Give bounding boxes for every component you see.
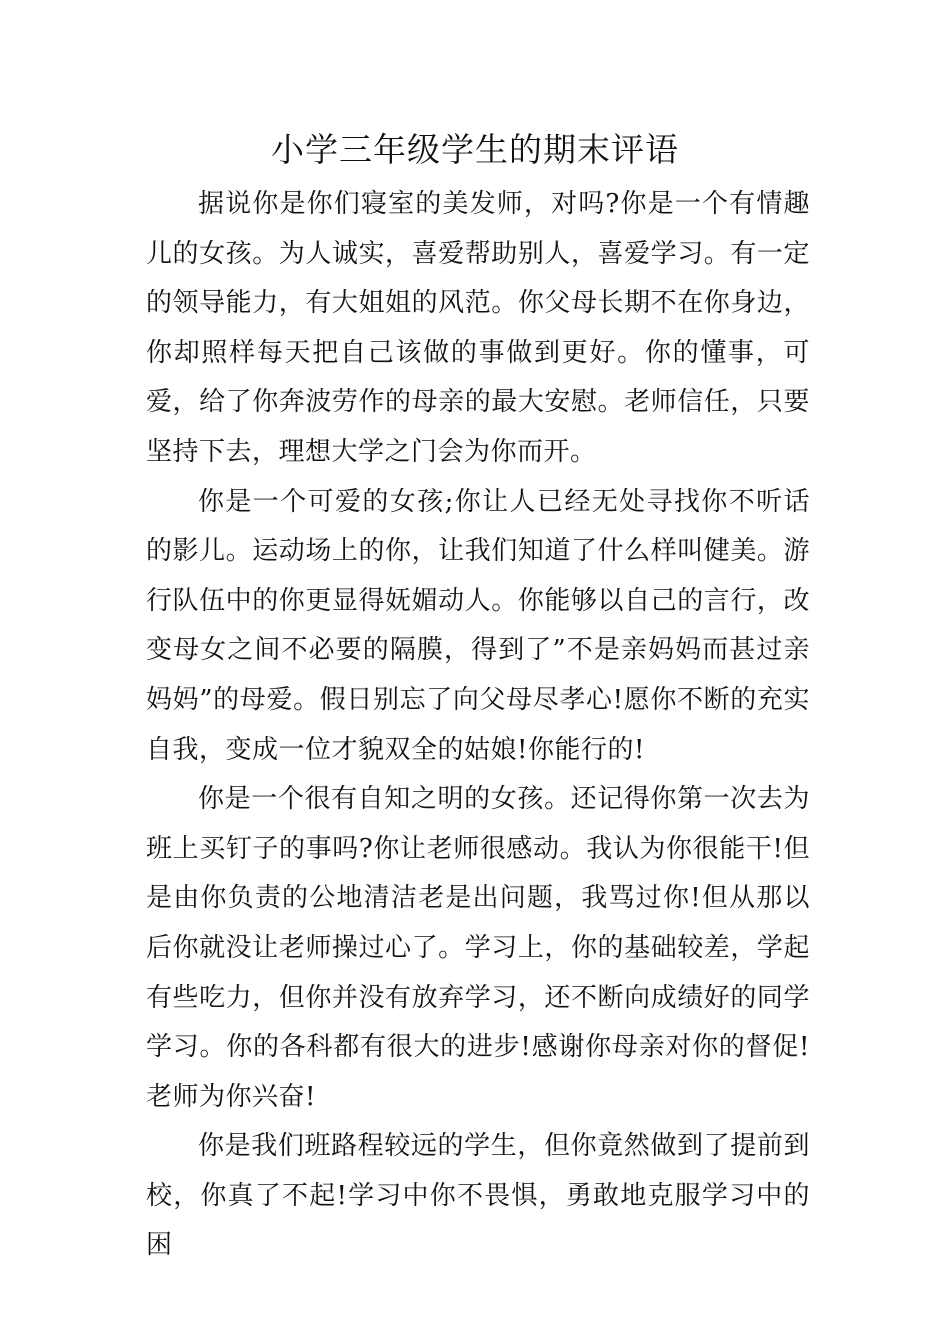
document-body [146, 180, 810, 1271]
paragraph-2: 你是一个可爱的女孩;你让人已经无处寻找你不听话的影儿。运动场上的你，让我们知道了什么样叫健美。游行队伍中的你更显得妩媚动人。你能够以自己的言行，改变母女之间不必要的隔膜，得到了”不是亲妈妈而甚过亲妈妈”的母爱。假日别忘了向父母尽孝心!愿你不断的充实自我，变成一位才貌双全的姑娘!你能行的! [146, 486, 810, 765]
paragraph-4: 你是我们班路程较远的学生，但你竟然做到了提前到校，你真了不起!学习中你不畏惧，勇敢地克服学习中的困 [146, 1131, 810, 1261]
document-title: 小学三年级学生的期末评语 [271, 130, 679, 169]
paragraph-3: 你是一个很有自知之明的女孩。还记得你第一次去为班上买钉子的事吗?你让老师很感动。我认为你很能干!但是由你负责的公地清洁老是出问题，我骂过你!但从那以后你就没让老师操过心了。学习上，你的基础较差，学起有些吃力，但你并没有放弃学习，还不断向成绩好的同学学习。你的各科都有很大的进步!感谢你母亲对你的督促!老师为你兴奋! [146, 784, 810, 1112]
paragraph-1: 据说你是你们寝室的美发师，对吗?你是一个有情趣儿的女孩。为人诚实，喜爱帮助别人，喜爱学习。有一定的领导能力，有大姐姐的风范。你父母长期不在你身边，你却照样每天把自己该做的事做到更好。你的懂事，可爱，给了你奔波劳作的母亲的最大安慰。老师信任，只要坚持下去，理想大学之门会为你而开。 [146, 189, 810, 467]
